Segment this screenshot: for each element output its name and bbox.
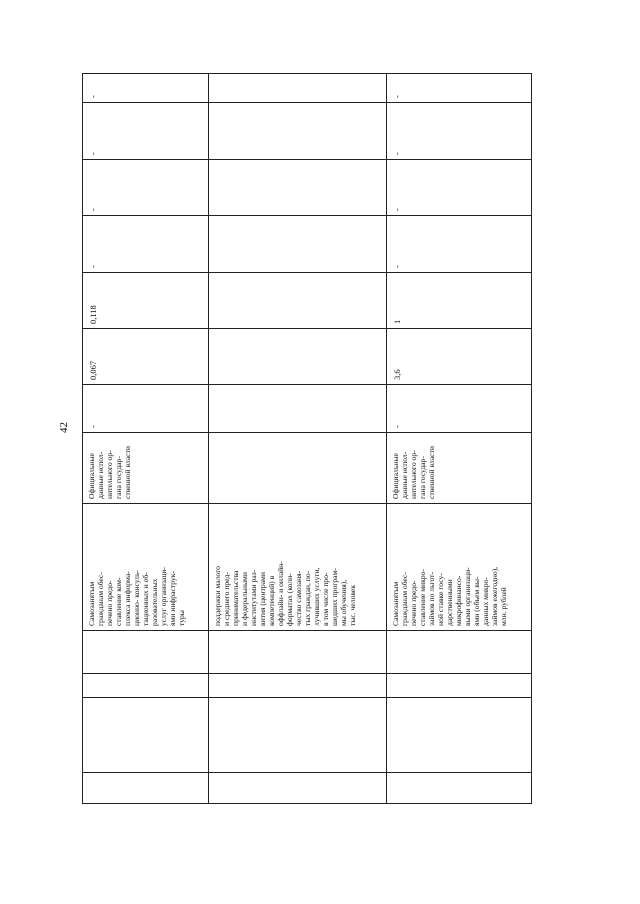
row2-value-2022: - [392, 208, 402, 211]
row2-value-2020: 1 [392, 319, 402, 324]
row2-base-value: - [392, 425, 402, 428]
table-border-right [531, 73, 532, 804]
table-line [82, 272, 532, 273]
row1-source: Официальные данные испол- нительного ор- гана государ- ственной власти [87, 446, 132, 499]
table-line [82, 159, 532, 160]
row-continuation-indicator: поддержки малого и среднего пред- принимательства и федеральными институтами раз- вития (центрами компетенций) в оффлайн- и онлайн- форматах (коли- чество самозаня- тых граждан, по- лучивших услуги, в том числе про- шедших програм- мы обучения), тыс. человек [213, 561, 357, 626]
table-line [82, 102, 532, 103]
row1-base-value: - [88, 425, 98, 428]
table-line [82, 772, 532, 773]
row2-value-2019: 3,6 [392, 369, 402, 380]
table-line [82, 328, 532, 329]
row1-value-2022: - [88, 208, 98, 211]
table-border-top [82, 73, 532, 74]
row1-value-2019: 0,067 [88, 360, 98, 380]
row1-value-2021: - [88, 265, 98, 268]
table-line [82, 673, 532, 674]
table-border-bottom [82, 803, 532, 804]
table-line [82, 215, 532, 216]
row1-indicator: Самозанятым гражданам обес- печено предо- ставление ком- плекса информа- ционно- консуль- тационных и об- разовательных услуг организаци- ями инфраструк- туры [87, 567, 186, 626]
row1-value-2023: - [88, 152, 98, 155]
row2-value-2024: - [392, 95, 402, 98]
table-line [82, 697, 532, 698]
page-number: 42 [58, 422, 70, 433]
row2-value-2021: - [392, 265, 402, 268]
table-row-divider [386, 73, 387, 804]
table-border-left [82, 73, 83, 804]
table-line [82, 384, 532, 385]
table-line [82, 630, 532, 631]
row2-indicator: Самозанятым гражданам обес- печено предо- ставление микро- займов по льгот- ной ставке госу- дарственными микрофинансо- выми организаци- ями (объем вы- данных микро- займов ежегодно), млн. рублей [391, 566, 508, 626]
row1-value-2024: - [88, 95, 98, 98]
row1-value-2020: 0,118 [88, 305, 98, 324]
row2-source: Официальные данные испол- нительного ор- гана государ- ственной власти [391, 446, 436, 499]
table-line [82, 432, 532, 433]
row2-value-2023: - [392, 152, 402, 155]
table-row-divider [208, 73, 209, 804]
